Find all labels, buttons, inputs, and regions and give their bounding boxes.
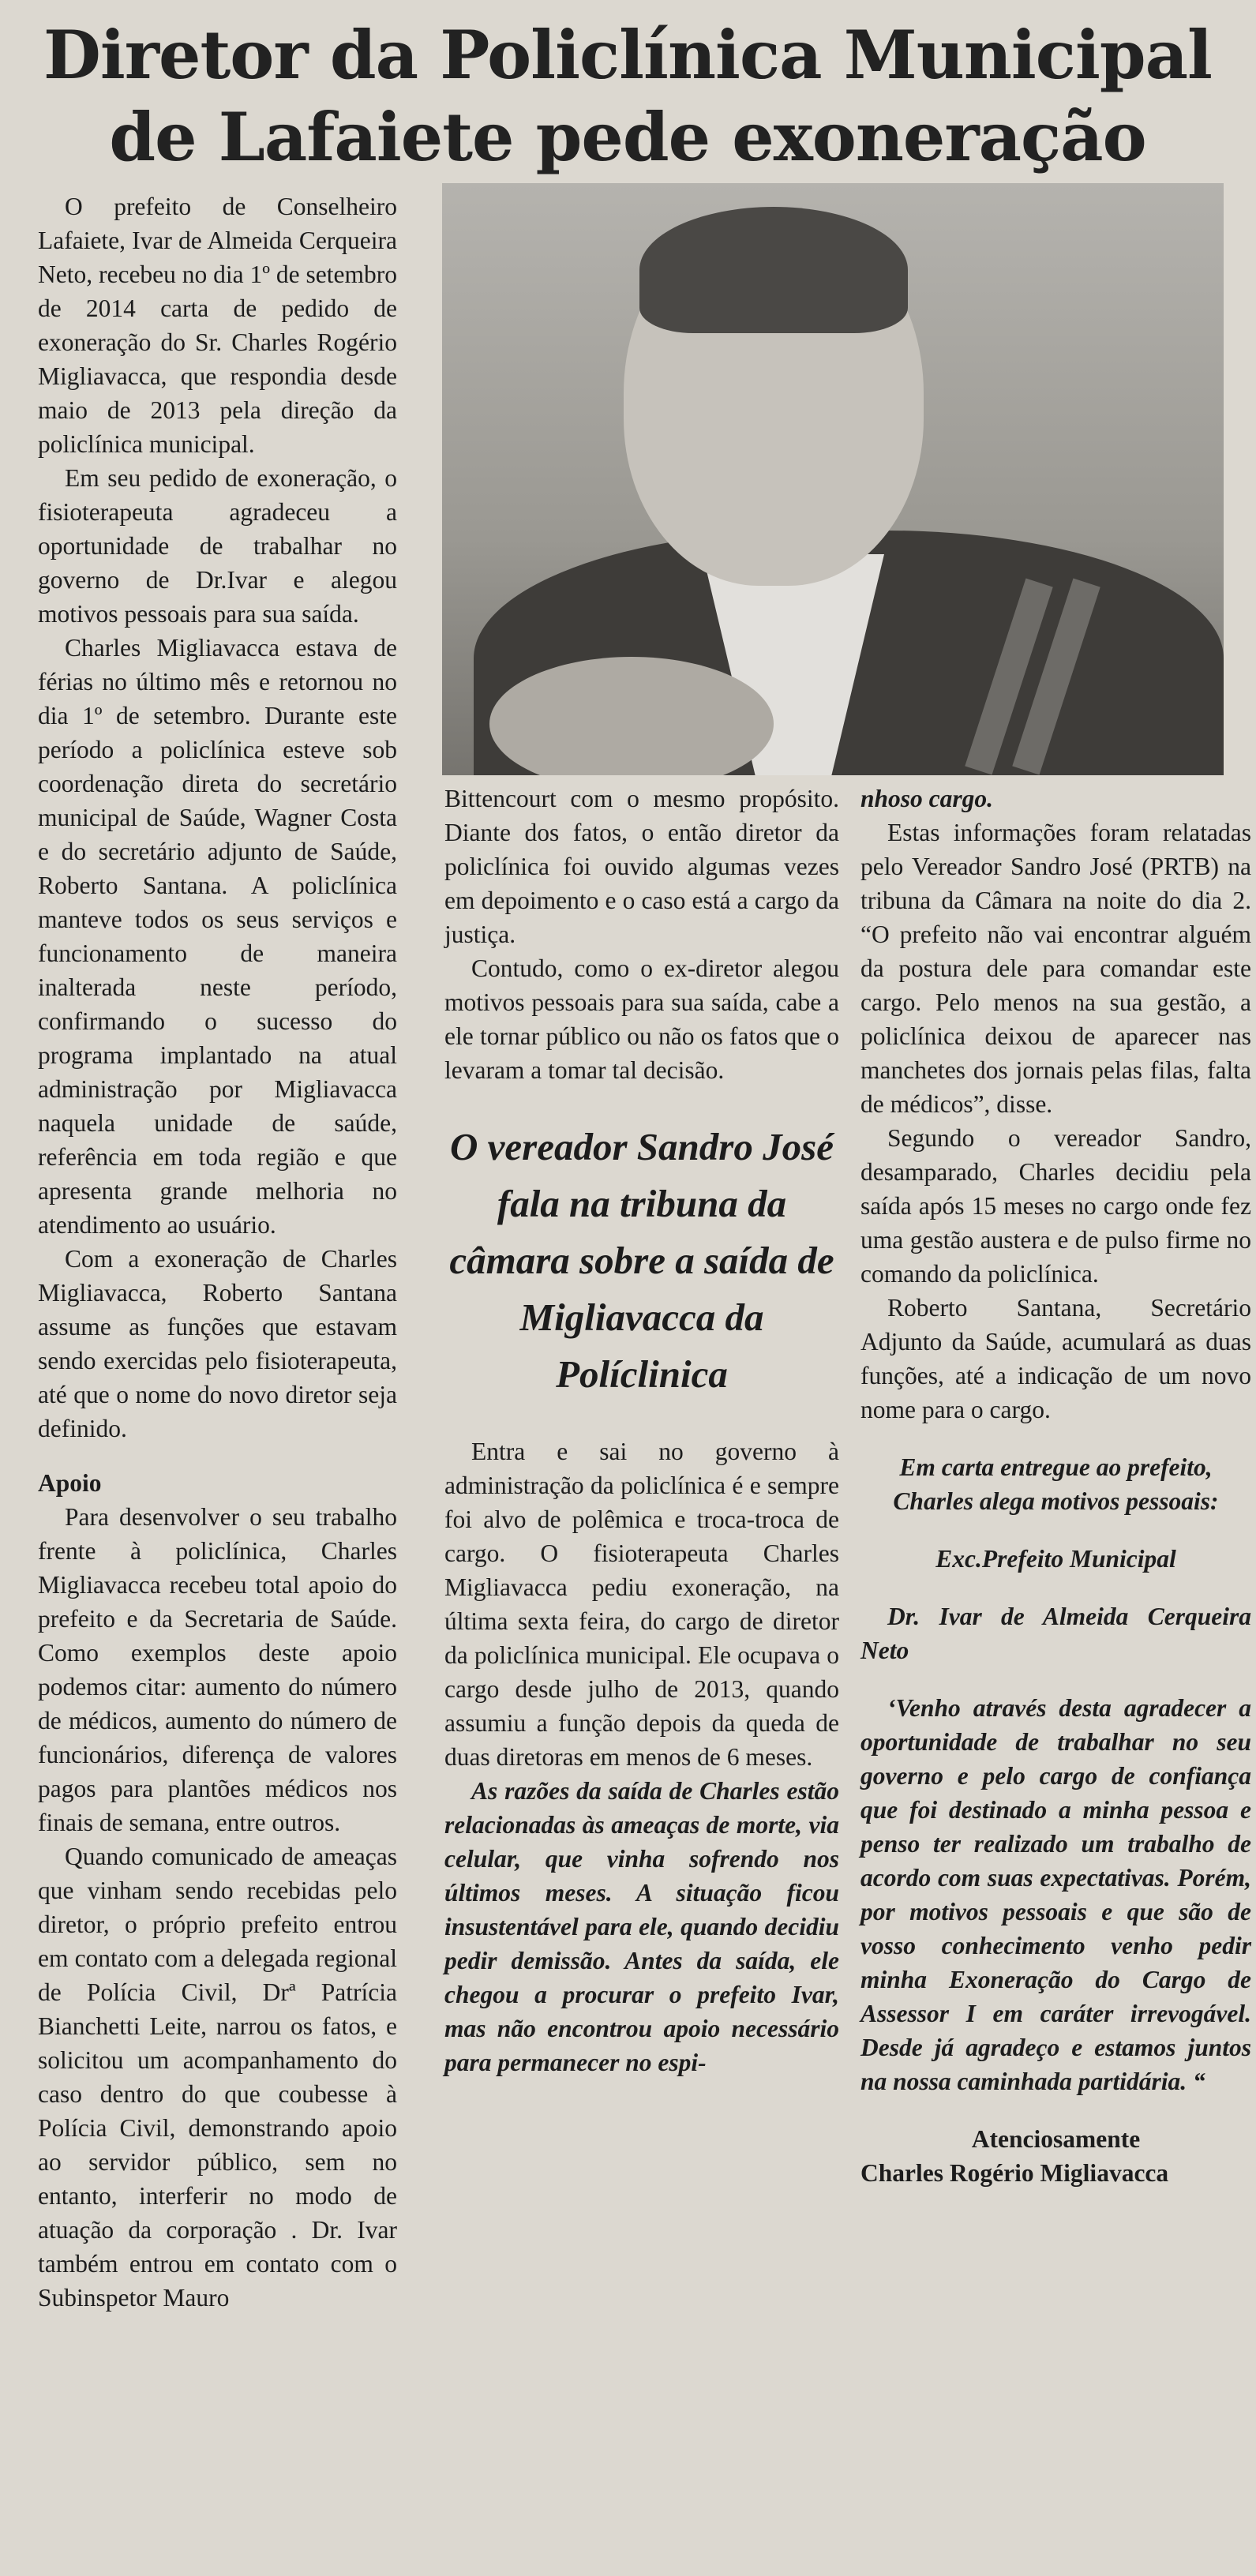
paragraph: Entra e sai no governo à administração da policlínica é e sempre foi alvo de polêmica e troca-troca de cargo. O fisioterapeuta Charles Migliavacca pediu exoneração, na última sexta feira, do cargo de diretor da policlínica municipal. Ele ocupava o cargo desde julho de 2013, quando assumiu a função depois da queda de duas diretoras em menos de 6 meses.: [444, 1438, 839, 1771]
column-2: [444, 782, 839, 2079]
column-3: [860, 782, 1251, 2190]
paragraph: Com a exoneração de Charles Migliavacca, Roberto Santana assume as funções que estavam sendo exercidas pelo fisioterapeuta, até que o nome do novo diretor seja definido.: [38, 1245, 397, 1442]
portrait-photo: [442, 183, 1224, 775]
section-heading-apoio: Apoio: [38, 1469, 102, 1497]
letter-addressee: Exc.Prefeito Municipal: [935, 1545, 1176, 1573]
paragraph: Segundo o vereador Sandro, desamparado, Charles decidiu pela saída após 15 meses no cargo onde fez uma gestão austera e de pulso firme no comando da policlínica.: [860, 1124, 1251, 1288]
paragraph: Charles Migliavacca estava de férias no último mês e retornou no dia 1º de setembro. Durante este período a policlínica esteve sob coordenação direta do secretário municipal de Saúde, Wagner Costa e do secretário adjunto de Saúde, Roberto Santana. A policlínica manteve todos os seus serviços e funcionamento de maneira inalterada neste período, confirmando o sucesso do programa implantado na atual administração por Migliavacca naquela unidade de saúde, referência em toda região e que apresenta grande melhoria no atendimento ao usuário.: [38, 634, 397, 1239]
letter-closing: Atenciosamente: [971, 2125, 1141, 2153]
headline-line-2: de Lafaiete pede exoneração: [109, 98, 1146, 176]
letter-addressee-name: Dr. Ivar de Almeida Cerqueira Neto: [860, 1603, 1251, 1664]
paragraph: Em seu pedido de exoneração, o fisioterapeuta agradeceu a oportunidade de trabalhar no governo de Dr.Ivar e alegou motivos pessoais para sua saída.: [38, 464, 397, 628]
paragraph: Contudo, como o ex-diretor alegou motivos pessoais para sua saída, cabe a ele tornar público ou não os fatos que o levaram a tomar tal decisão.: [444, 954, 839, 1084]
letter-signature: Charles Rogério Migliavacca: [860, 2159, 1169, 2187]
paragraph: Quando comunicado de ameaças que vinham sendo recebidas pelo diretor, o próprio prefeito entrou em contato com a delegada regional de Polícia Civil, Drª Patrícia Bianchetti Leite, narrou os fatos, e solicitou um acompanhamento do caso dentro do que coubesse à Polícia Civil, demonstrando apoio ao servidor público, sem no entanto, interferir no modo de atuação da corporação . Dr. Ivar também entrou em contato com o Subinspetor Mauro: [38, 1843, 397, 2312]
paragraph: Roberto Santana, Secretário Adjunto da Saúde, acumulará as duas funções, até a indicação de um novo nome para o cargo.: [860, 1294, 1251, 1423]
paragraph: Bittencourt com o mesmo propósito. Diante dos fatos, o então diretor da policlínica foi ouvido algumas vezes em depoimento e o caso está a cargo da justiça.: [444, 785, 839, 948]
paragraph: Estas informações foram relatadas pelo Vereador Sandro José (PRTB) na tribuna da Câmara na noite do dia 2. “O prefeito não vai encontrar alguém da postura dele para comandar este cargo. Pelo menos na sua gestão, a policlínica deixou de aparecer nas manchetes dos jornais pelas filas, falta de médicos”, disse.: [860, 819, 1251, 1118]
headline: [32, 14, 1224, 178]
letter-body: ‘Venho através desta agradecer a oportunidade de trabalhar no seu governo e pelo cargo de confiança que foi destinado a minha pessoa e penso ter realizado um trabalho de acordo com suas expectativas. Porém, por motivos pessoais e que são de vosso conhecimento venho pedir minha Exoneração do Cargo de Assessor I em caráter irrevogável. Desde já agradeço e estamos juntos na nossa caminhada partidária. “: [860, 1694, 1251, 2095]
paragraph: nhoso cargo.: [860, 785, 994, 812]
paragraph-emphasis: As razões da saída de Charles estão relacionadas às ameaças de morte, via celular, que vinha sofrendo nos últimos meses. A situação ficou insustentável para ele, quando decidiu pedir demissão. Antes da saída, ele chegou a procurar o prefeito Ivar, mas não encontrou apoio necessário para permanecer no espi-: [444, 1777, 839, 2076]
headline-line-1: Diretor da Policlínica Municipal: [43, 16, 1212, 94]
pull-quote: O vereador Sandro José fala na tribuna da câmara sobre a saída de Migliavacca da Políclinica: [449, 1125, 834, 1396]
paragraph: O prefeito de Conselheiro Lafaiete, Ivar de Almeida Cerqueira Neto, recebeu no dia 1º de setembro de 2014 carta de pedido de exoneração do Sr. Charles Rogério Migliavacca, que respondia desde maio de 2013 pela direção da policlínica municipal.: [38, 193, 397, 458]
letter-caption: Em carta entregue ao prefeito, Charles alega motivos pessoais:: [893, 1453, 1219, 1515]
paragraph: Para desenvolver o seu trabalho frente à policlínica, Charles Migliavacca recebeu total apoio do prefeito e da Secretaria de Saúde. Como exemplos deste apoio podemos citar: aumento do número de médicos, aumento do número de funcionários, diferença de valores pagos para plantões médicos nos finais de semana, entre outros.: [38, 1503, 397, 1836]
column-1: [38, 189, 397, 2315]
